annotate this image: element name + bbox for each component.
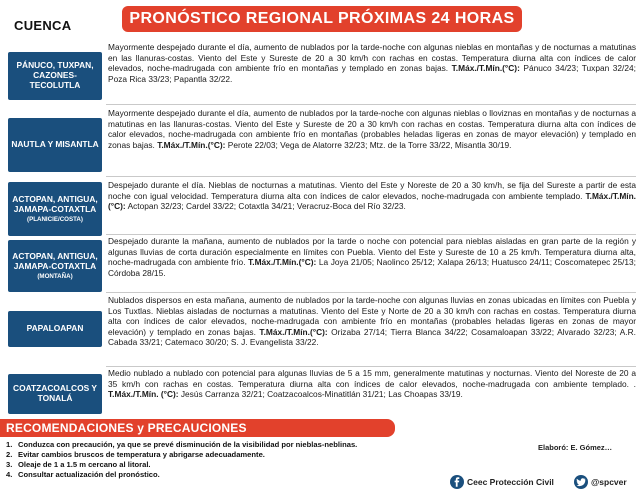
temps-values: Perote 22/03; Vega de Alatorre 32/23; Mtz. de la Torre 33/22, Misantla 30/19. [227,139,512,150]
temps-values: La Joya 21/05; Naolinco 25/12; Xalapa 26/13; Huatusco 24/11; Coscomatepec 25/13; Córdoba 28/15. [108,257,636,278]
forecast-text: Mayormente despejado durante el día, aumento de nublados por la tarde-noche con algunas nieblas o lloviznas en montañas y de nocturnas a matutinas en las llanuras-costas. Viento del Este y Sureste de 20 a 30 km/h con rachas en costas. Temperatura diurna alta con índices de calor elevados, noche-madrugada con ambiente frío en montañas (probables heladas ligeras en zonas de mayor elevación) y templado en zonas bajas. T.Máx./T.Mín.(°C): Perote 22/03; Vega de Alatorre 32/23; Mtz. de la Torre 33/22, Misantla 30/19. [108,108,636,150]
region-label: PAPALOAPAN [8,311,102,347]
twitter-link[interactable] [574,474,627,490]
temps-label: T.Máx./T.Mín.(°C): [157,139,226,150]
forecast-text: Medio nublado a nublado con potencial para algunas lluvias de 5 a 15 mm, generalmente matutinas y nocturnas. Viento del Noreste de 20 a 35 km/h con rachas en costas. Temperatura diurna alta con índices de calor elevados, noche-madrugada con ambiente templado. . T.Máx./T.Mín. (°C): Jesús Carranza 32/21; Coatzacoalcos-Minatitlán 31/21; Las Choapas 33/19. [108,368,636,399]
region-label: ACTOPAN, ANTIGUA, JAMAPA-COTAXTLA (PLANICIE/COSTA) [8,182,102,236]
forecast-text: Despejado durante la mañana, aumento de nublados por la tarde o noche con potencial para nieblas aisladas en gran parte de la región y algunas lluvias de corta duración especialmente en límites con Puebla. Viento del Este y Sureste de 10 a 25 km/h. Temperatura diurna alta, noche-madrugada con ambiente frío. T.Máx./T.Mín.(°C): La Joya 21/05; Naolinco 25/12; Xalapa 26/13; Huatusco 24/11; Coscomatepec 25/13; Córdoba 28/15. [108,236,636,278]
temps-values: Actopan 32/23; Cardel 33/22; Cotaxtla 34/21; Veracruz-Boca del Río 32/23. [127,201,406,211]
header [0,0,640,40]
twitter-handle: @spcver [591,477,627,487]
list-item: 4. Consultar actualización del pronóstico. [6,469,160,479]
forecast-text: Nublados dispersos en esta mañana, aumento de nublados por la tarde-noche con algunas lluvias en zonas ubicadas en límites con Puebla y Los Tuxtlas. Nieblas aisladas de nocturnas a matutinas. Viento del Este y Norte de 20 a 30 km/h con rachas en costas. Temperatura diurna alta con índices de calor elevados, noche-madrugada con ambiente frío en montañas (probables heladas ligeras en zonas de mayor elevación) y templado en zonas bajas. T.Máx./T.Mín.(°C): Orizaba 27/14; Tierra Blanca 34/22; Cosamaloapan 33/22; Alvarado 32/23; A.R. Cabada 33/21; Catemaco 30/20; S. J. Evangelista 33/22. [108,295,636,347]
region-sublabel: (MONTAÑA) [37,272,73,280]
region-label: NAUTLA Y MISANTLA [8,118,102,172]
divider [106,176,636,177]
divider [106,234,636,235]
title-banner [122,6,522,32]
temps-label: T.Máx./T.Mín.(°C): [451,63,520,73]
author-credit: Elaboró: E. Gómez… [538,443,613,452]
divider [106,104,636,105]
temps-values: Orizaba 27/14; Tierra Blanca 34/22; Cosamaloapan 33/22; Alvarado 32/23; A.R. Cabada 33/21; Catemaco 30/20; S. J. Evangelista 33/22. [108,326,636,347]
temps-values: Jesús Carranza 32/21; Coatzacoalcos-Minatitlán 31/21; Las Choapas 33/19. [180,389,463,399]
region-label: COATZACOALCOS Y TONALÁ [8,374,102,414]
list-item: 2. Evitar cambios bruscos de temperatura y abrigarse adecuadamente. [6,449,265,459]
twitter-icon [574,475,588,489]
divider [106,292,636,293]
recommendations-title: RECOMENDACIONES y PRECAUCIONES [6,421,247,435]
region-sublabel: (PLANICIE/COSTA) [27,215,83,223]
recommendations-banner [0,419,395,437]
region-label: ACTOPAN, ANTIGUA, JAMAPA-COTAXTLA (MONTAÑA) [8,240,102,292]
basin-label: CUENCA [14,18,72,33]
facebook-handle: Ceec Protección Civil [467,477,554,487]
temps-label: T.Máx./T.Mín. (°C): [108,389,179,399]
temps-values: Pánuco 34/23; Tuxpan 32/24; Poza Rica 33/23; Papantla 32/22. [108,63,636,84]
region-label: PÁNUCO, TUXPAN, CAZONES-TECOLUTLA [8,52,102,100]
page-title: PRONÓSTICO REGIONAL PRÓXIMAS 24 HORAS [129,10,515,27]
list-item: 1. Conduzca con precaución, ya que se prevé disminución de la visibilidad por nieblas-neblinas. [6,440,358,449]
list-item: 3. Oleaje de 1 a 1.5 m cercano al litoral. [6,459,151,469]
temps-label: T.Máx./T.Mín.(°C): [259,326,328,337]
divider [106,366,636,367]
forecast-text: Despejado durante el día. Nieblas de nocturnas a matutinas. Viento del Este y Noreste de 20 a 30 km/h, se fija del Sureste a partir de esta noche con igual velocidad. Temperatura diurna alta con índices de calor elevados, noche-madrugada con ambiente templado. T.Máx./T.Mín.(°C): Actopan 32/23; Cardel 33/22; Cotaxtla 34/21; Veracruz-Boca del Río 32/23. [108,180,636,211]
recommendations-list [6,440,446,479]
temps-label: T.Máx./T.Mín.(°C): [108,190,636,211]
facebook-link[interactable] [450,474,554,490]
facebook-icon [450,475,464,489]
temps-label: T.Máx./T.Mín.(°C): [248,257,317,267]
forecast-text: Mayormente despejado durante el día, aumento de nublados por la tarde-noche con algunas nieblas en montañas y de nocturnas a matutinas en las llanuras-costas. Viento del Este y Sureste de 20 a 30 km/h con rachas en costas. Temperatura diurna alta con índices de calor elevados, noche-madrugada con ambiente frío en montañas y templado en zonas bajas. T.Máx./T.Mín.(°C): Pánuco 34/23; Tuxpan 32/24; Poza Rica 33/23; Papantla 32/22. [108,42,636,84]
